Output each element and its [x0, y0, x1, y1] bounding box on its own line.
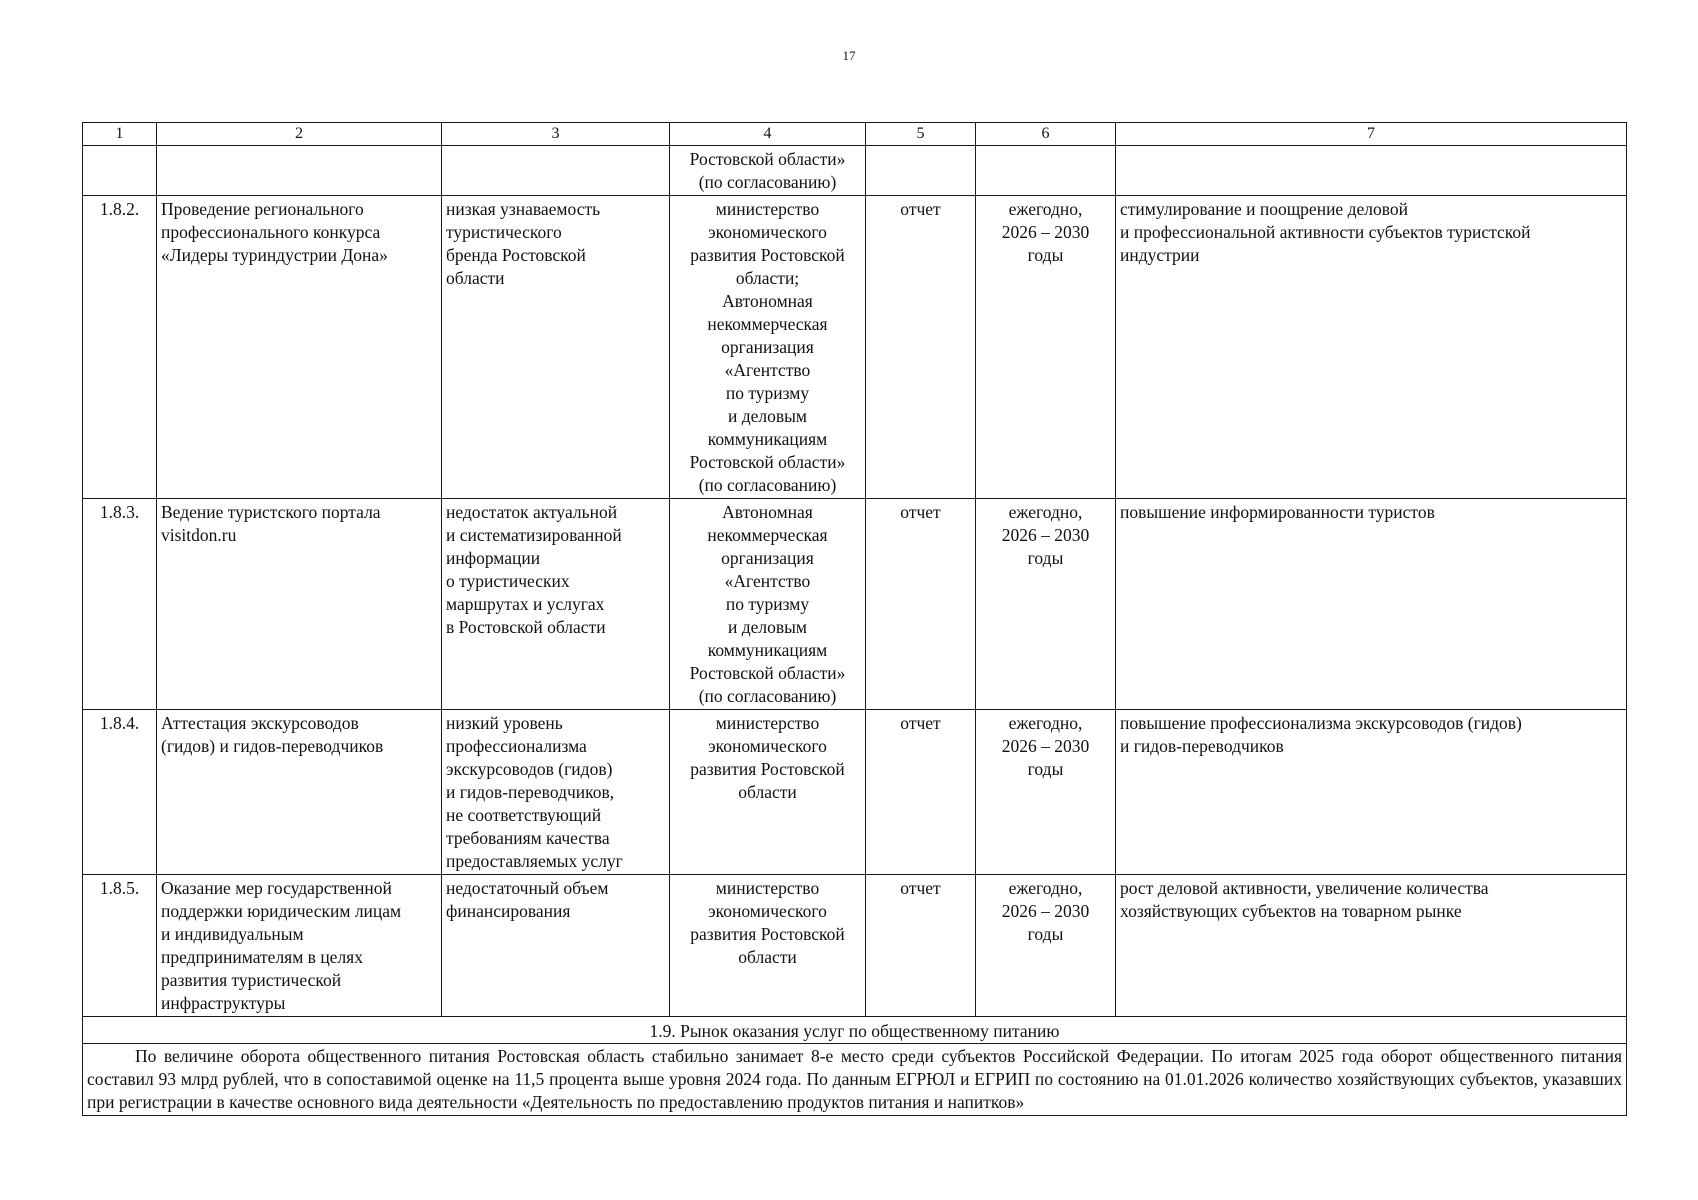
responsible-cell: Автономная некоммерческая организация «Агентство по туризму и деловым коммуникациям Ростовской области» (по согласованию) [670, 499, 866, 710]
term-cell: ежегодно, 2026 – 2030 годы [976, 875, 1116, 1017]
responsible-cell: министерство экономического развития Ростовской области [670, 875, 866, 1017]
result-cell: отчет [866, 875, 976, 1017]
term-cell: ежегодно, 2026 – 2030 годы [976, 196, 1116, 499]
table-row [83, 875, 1627, 1017]
event-cell: Ведение туристского портала visitdon.ru [157, 499, 442, 710]
column-number: 3 [442, 123, 670, 146]
column-number: 1 [83, 123, 157, 146]
effect-cell: стимулирование и поощрение деловой и профессиональной активности субъектов туристской индустрии [1116, 196, 1627, 499]
responsible-cell: министерство экономического развития Ростовской области; Автономная некоммерческая организация «Агентство по туризму и деловым коммуникациям Ростовской области» (по согласованию) [670, 196, 866, 499]
problem-cell: недостаточный объем финансирования [442, 875, 670, 1017]
empty-cell [83, 146, 157, 196]
column-number: 6 [976, 123, 1116, 146]
effect-cell: рост деловой активности, увеличение количества хозяйствующих субъектов на товарном рынке [1116, 875, 1627, 1017]
continuation-row [83, 146, 1627, 196]
column-number: 7 [1116, 123, 1627, 146]
table-row [83, 710, 1627, 875]
problem-cell: низкая узнаваемость туристического бренда Ростовской области [442, 196, 670, 499]
empty-cell [866, 146, 976, 196]
measures-table [82, 122, 1627, 1116]
event-cell: Оказание мер государственной поддержки юридическим лицам и индивидуальным предпринимателям в целях развития туристической инфраструктуры [157, 875, 442, 1017]
column-number: 4 [670, 123, 866, 146]
row-number: 1.8.3. [83, 499, 157, 710]
row-number: 1.8.5. [83, 875, 157, 1017]
empty-cell [442, 146, 670, 196]
empty-cell [1116, 146, 1627, 196]
table-row [83, 196, 1627, 499]
term-cell: ежегодно, 2026 – 2030 годы [976, 499, 1116, 710]
result-cell: отчет [866, 499, 976, 710]
section-heading: 1.9. Рынок оказания услуг по общественному питанию [83, 1017, 1627, 1044]
problem-cell: недостаток актуальной и систематизированной информации о туристических маршрутах и услугах в Ростовской области [442, 499, 670, 710]
column-number: 5 [866, 123, 976, 146]
event-cell: Проведение регионального профессионального конкурса «Лидеры туриндустрии Дона» [157, 196, 442, 499]
problem-cell: низкий уровень профессионализма экскурсоводов (гидов) и гидов-переводчиков, не соответствующий требованиям качества предоставляемых услуг [442, 710, 670, 875]
page-number: 17 [842, 48, 856, 63]
responsible-cell: министерство экономического развития Ростовской области [670, 710, 866, 875]
table-row [83, 499, 1627, 710]
row-number: 1.8.4. [83, 710, 157, 875]
section-heading-row [83, 1017, 1627, 1044]
effect-cell: повышение информированности туристов [1116, 499, 1627, 710]
column-number: 2 [157, 123, 442, 146]
row-number: 1.8.2. [83, 196, 157, 499]
event-cell: Аттестация экскурсоводов (гидов) и гидов-переводчиков [157, 710, 442, 875]
section-paragraph: По величине оборота общественного питания Ростовская область стабильно занимает 8-е место среди субъектов Российской Федерации. По итогам 2025 года оборот общественного питания составил 93 млрд рублей, что в сопоставимой оценке на 11,5 процента выше уровня 2024 года. По данным ЕГРЮЛ и ЕГРИП по состоянию на 01.01.2026 количество хозяйствующих субъектов, указавших при регистрации в качестве основного вида деятельности «Деятельность по предоставлению продуктов питания и напитков» [83, 1044, 1627, 1116]
empty-cell [157, 146, 442, 196]
result-cell: отчет [866, 710, 976, 875]
effect-cell: повышение профессионализма экскурсоводов (гидов) и гидов-переводчиков [1116, 710, 1627, 875]
result-cell: отчет [866, 196, 976, 499]
empty-cell [976, 146, 1116, 196]
column-number-row [83, 123, 1627, 146]
term-cell: ежегодно, 2026 – 2030 годы [976, 710, 1116, 875]
section-text-row [83, 1044, 1627, 1116]
responsible-cell: Ростовской области» (по согласованию) [670, 146, 866, 196]
